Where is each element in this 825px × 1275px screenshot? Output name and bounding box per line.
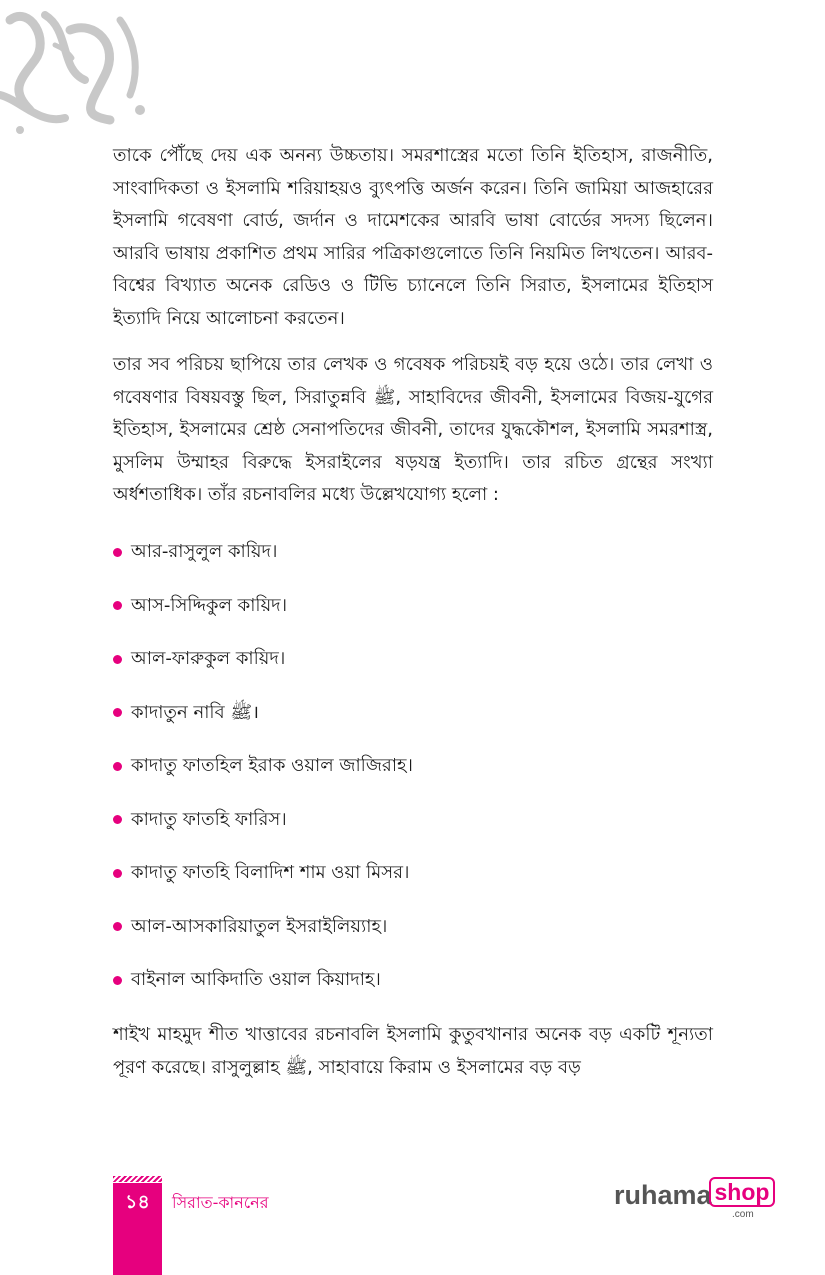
list-item-text: আর-রাসুলুল কায়িদ।: [131, 541, 278, 562]
bullet-icon: [113, 869, 122, 878]
list-item: [113, 526, 713, 580]
list-item-text: আস-সিদ্দিকুল কায়িদ।: [131, 594, 288, 616]
bullet-icon: [113, 976, 122, 985]
list-item-text: বাইনাল আকিদাতি ওয়াল কিয়াদাহ।: [131, 969, 381, 990]
logo-text-domain: .com: [732, 1209, 754, 1220]
bullet-icon: [113, 548, 122, 557]
list-item: [113, 633, 713, 687]
logo-text-shop: shop: [709, 1177, 775, 1207]
list-item: [113, 954, 713, 1008]
bullet-icon: [113, 655, 122, 664]
bullet-icon: [113, 708, 122, 717]
list-item: [113, 579, 713, 633]
list-item: [113, 847, 713, 901]
ruhamashop-logo: [614, 1176, 779, 1222]
bullet-icon: [113, 815, 122, 824]
list-item-text: কাদাতু ফাতহি বিলাদিশ শাম ওয়া মিসর।: [131, 862, 410, 883]
list-item: [113, 900, 713, 954]
list-item-text: কাদাতু ফাতহি ফারিস।: [131, 808, 287, 830]
calligraphy-ornament-icon: [0, 0, 160, 140]
list-item: [113, 793, 713, 847]
paragraph: তার সব পরিচয় ছাপিয়ে তার লেখক ও গবেষক পরিচয়ই বড় হয়ে ওঠে। তার লেখা ও গবেষণার বিষয়বস্তু ছিল, সিরাতুন্নবি ﷺ, সাহাবিদের জীবনী, ইসলামের বিজয়-যুগের ইতিহাস, ইসলামের শ্রেষ্ঠ সেনাপতিদের জীবনী, তাদের যুদ্ধকৌশল, ইসলামি সমরশাস্ত্র, মুসলিম উম্মাহর বিরুদ্ধে ইসরাইলের ষড়যন্ত্র ইত্যাদি। তার রচিত গ্রন্থের সংখ্যা অর্ধশতাধিক। তাঁর রচনাবলির মধ্যে উল্লেখযোগ্য হলো :: [113, 354, 713, 505]
list-item: [113, 740, 713, 794]
list-item: [113, 686, 713, 740]
paragraph: তাকে পৌঁছে দেয় এক অনন্য উচ্চতায়। সমরশাস্ত্রের মতো তিনি ইতিহাস, রাজনীতি, সাংবাদিকতা ও ইসলামি শরিয়াহয়ও ব্যুৎপত্তি অর্জন করেন। তিনি জামিয়া আজহারের ইসলামি গবেষণা বোর্ড, জর্দান ও দামেশকের আরবি ভাষা বোর্ডের সদস্য ছিলেন। আরবি ভাষায় প্রকাশিত প্রথম সারির পত্রিকাগুলোতে তিনি নিয়মিত লিখতেন। আরব-বিশ্বের বিখ্যাত অনেক রেডিও ও টিভি চ্যানেলে তিনি সিরাত, ইসলামের ইতিহাস ইত্যাদি নিয়ে আলোচনা করতেন।: [113, 145, 713, 329]
list-item-text: আল-আসকারিয়াতুল ইসরাইলিয়্যাহ।: [131, 915, 388, 937]
book-list: [113, 526, 713, 1008]
page-number: ১৪: [125, 1191, 150, 1213]
footer-hatch-decoration: [113, 1176, 162, 1182]
list-item-text: আল-ফারুকুল কায়িদ।: [131, 648, 286, 669]
bullet-icon: [113, 601, 122, 610]
logo-text-ruhama: ruhama: [614, 1180, 712, 1210]
closing-paragraph: শাইখ মাহমুদ শীত খাত্তাবের রচনাবলি ইসলামি কুতুবখানার অনেক বড় একটি শূন্যতা পূরণ করেছে। রাসুলুল্লাহ ﷺ, সাহাবায়ে কিরাম ও ইসলামের বড় বড়: [113, 1024, 713, 1078]
page-body: [113, 140, 713, 1098]
list-item-text: কাদাতুন নাবি ﷺ।: [131, 701, 259, 723]
bullet-icon: [113, 922, 122, 931]
list-item-text: কাদাতু ফাতহিল ইরাক ওয়াল জাজিরাহ।: [131, 755, 413, 776]
bullet-icon: [113, 762, 122, 771]
running-book-title: সিরাত-কাননের: [172, 1193, 269, 1212]
